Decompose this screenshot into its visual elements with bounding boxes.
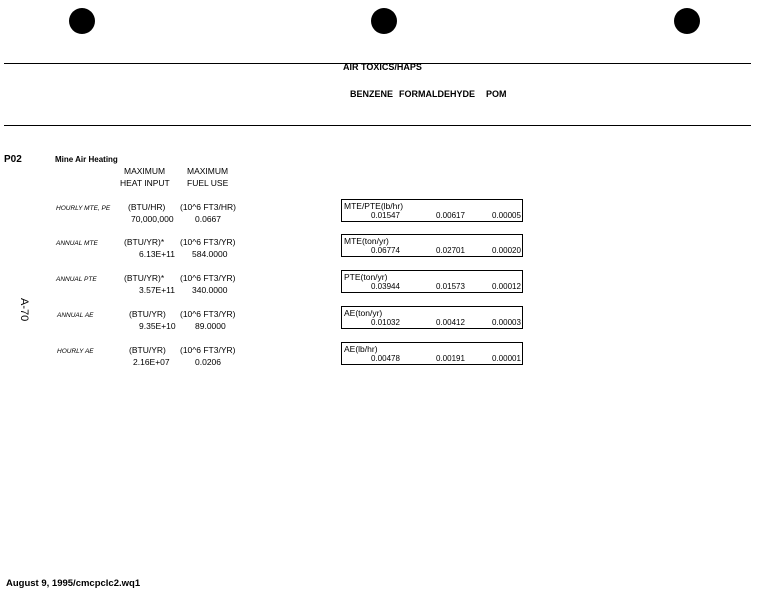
heat-value: 2.16E+07 [133, 357, 170, 367]
benzene-value: 0.01032 [371, 318, 400, 327]
benzene-value: 0.03944 [371, 282, 400, 291]
row-label-annual-pte: ANNUAL PTE [56, 276, 97, 283]
row-label-hourly-ae: HOURLY AE [57, 348, 94, 355]
page-number: A-70 [18, 298, 30, 322]
formaldehyde-value: 0.00617 [436, 211, 465, 220]
pollutant-pom: POM [486, 89, 507, 99]
formaldehyde-value: 0.02701 [436, 246, 465, 255]
box-label: MTE/PTE(lb/hr) [344, 201, 404, 211]
fuel-value: 0.0667 [195, 214, 221, 224]
header-bottom-rule [4, 125, 751, 126]
fuel-unit: (10^6 FT3/YR) [180, 237, 236, 247]
emission-box-pte-ton-yr [341, 270, 523, 293]
benzene-value: 0.06774 [371, 246, 400, 255]
fuel-unit: (10^6 FT3/YR) [180, 345, 236, 355]
box-label: AE(ton/yr) [344, 308, 383, 318]
heat-unit: (BTU/YR)* [124, 237, 165, 247]
emission-box-mte-pte-lb-hr [341, 199, 523, 222]
heat-unit: (BTU/YR) [129, 309, 166, 319]
emission-box-ae-lb-hr [341, 342, 523, 365]
fuel-value: 89.0000 [195, 321, 226, 331]
section-title: AIR TOXICS/HAPS [343, 62, 422, 72]
source-name: Mine Air Heating [55, 155, 118, 164]
row-label-annual-mte: ANNUAL MTE [56, 240, 98, 247]
row-label-hourly-mte-pe: HOURLY MTE, PE [56, 205, 111, 212]
heat-value: 70,000,000 [131, 214, 174, 224]
emission-box-mte-ton-yr [341, 234, 523, 257]
pollutant-formaldehyde: FORMALDEHYDE [399, 89, 475, 99]
fuel-use-header-1: MAXIMUM [187, 166, 229, 176]
box-label: PTE(ton/yr) [344, 272, 388, 282]
fuel-unit: (10^6 FT3/YR) [180, 309, 236, 319]
pom-value: 0.00003 [492, 318, 521, 327]
punch-hole-left [69, 8, 95, 34]
heat-unit: (BTU/YR) [129, 345, 166, 355]
punch-hole-right [674, 8, 700, 34]
formaldehyde-value: 0.01573 [436, 282, 465, 291]
fuel-value: 584.0000 [192, 249, 228, 259]
heat-input-header-1: MAXIMUM [124, 166, 166, 176]
heat-unit: (BTU/YR)* [124, 273, 165, 283]
fuel-value: 340.0000 [192, 285, 228, 295]
source-id: P02 [4, 154, 22, 165]
pom-value: 0.00020 [492, 246, 521, 255]
pollutant-benzene: BENZENE [350, 89, 394, 99]
pom-value: 0.00012 [492, 282, 521, 291]
box-label: AE(lb/hr) [344, 344, 378, 354]
heat-unit: (BTU/HR) [128, 202, 166, 212]
footer-date-file: August 9, 1995/cmcpclc2.wq1 [6, 578, 141, 589]
pom-value: 0.00001 [492, 354, 521, 363]
row-label-annual-ae: ANNUAL AE [57, 312, 94, 319]
box-label: MTE(ton/yr) [344, 236, 389, 246]
fuel-value: 0.0206 [195, 357, 221, 367]
heat-input-header-2: HEAT INPUT [120, 178, 170, 188]
formaldehyde-value: 0.00191 [436, 354, 465, 363]
benzene-value: 0.00478 [371, 354, 400, 363]
heat-value: 9.35E+10 [139, 321, 176, 331]
heat-value: 3.57E+11 [139, 285, 176, 295]
heat-value: 6.13E+11 [139, 249, 176, 259]
fuel-unit: (10^6 FT3/HR) [180, 202, 236, 212]
emission-box-ae-ton-yr [341, 306, 523, 329]
pom-value: 0.00005 [492, 211, 521, 220]
fuel-use-header-2: FUEL USE [187, 178, 229, 188]
formaldehyde-value: 0.00412 [436, 318, 465, 327]
punch-hole-center [371, 8, 397, 34]
fuel-unit: (10^6 FT3/YR) [180, 273, 236, 283]
benzene-value: 0.01547 [371, 211, 400, 220]
